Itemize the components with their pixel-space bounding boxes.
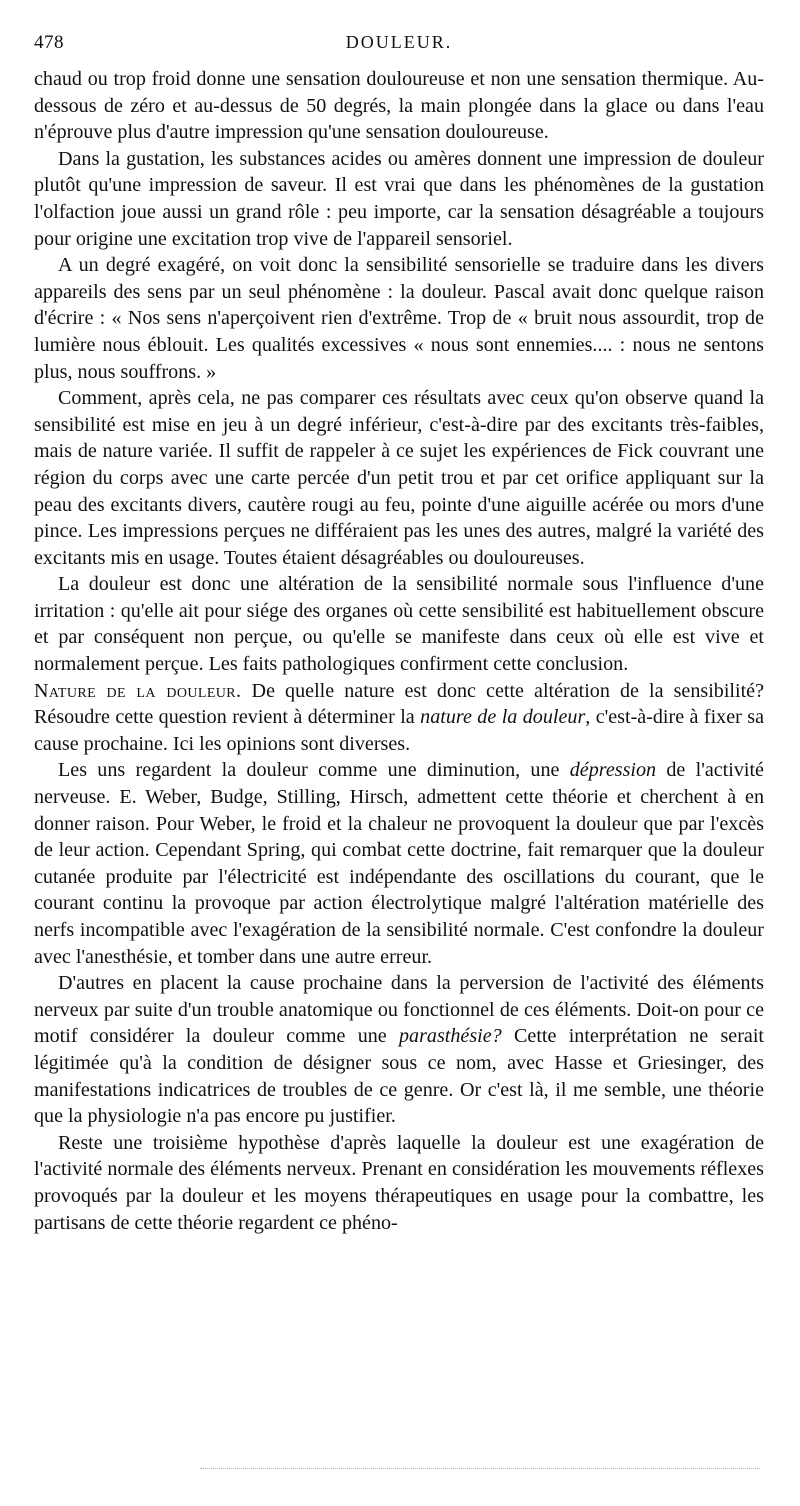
paragraph-exaggeration-theory [34,1130,764,1236]
book-page [34,28,764,1236]
section-heading: Nature de la douleur. [34,679,242,702]
paragraph-text: Comment, après cela, ne pas comparer ces résultats avec ceux qu'on observe quand la sensibilité est mise en jeu à un degré inférieur, c'est-à-dire par des excitants très-faibles, mais de nature variée. Il suffit de rappeler à ce sujet les expériences de Fick couvrant une région du corps avec une carte percée d'un petit trou et par cet orifice appliquant sur la peau des excitants divers, cautère rougi au feu, pointe d'une aiguille acérée ou mors d'une pince. Les impressions perçues ne différaient pas les unes des autres, malgré la variété des excitants mis en usage. Toutes étaient désagréables ou douloureuses. [34,387,764,569]
paragraph-nature-de-la-douleur [34,678,764,758]
emphasis-text: nature de la douleur [420,706,586,729]
body-text [34,66,764,1236]
paragraph-perversion-theory [34,970,764,1130]
page-number: 478 [34,32,64,53]
paragraph-conclusion [34,571,764,677]
paragraph-continuation [34,66,764,146]
paragraph-text: De quelle nature est donc cette altération de la sensibilité? Résoudre cette question revient à déterminer la [34,679,764,729]
paragraph-text: Les uns regardent la douleur comme une diminution, une [58,759,570,782]
paragraph-text: La douleur est donc une altération de la sensibilité normale sous l'influence d'une irritation : qu'elle ait pour siége des organes où cette sensibilité est habituellement obscure et par conséquent non perçue, ou qu'elle se manifeste dans ceux où elle est vive et normalement perçue. Les faits pathologiques confirment cette conclusion. [34,573,764,676]
paragraph-fick-experiments [34,385,764,571]
paragraph-text: Cette interprétation ne serait légitimée qu'à la condition de désigner sous ce nom, avec Hasse et Griesinger, des manifestations indicatrices de troubles de ce genre. Or c'est là, il me semble, une théorie que la physiologie n'a pas encore pu justifier. [34,1025,764,1128]
paragraph-depression-theory [34,757,764,970]
paragraph-text: Reste une troisième hypothèse d'après laquelle la douleur est une exagération de l'activité normale des éléments nerveux. Prenant en considération les mouvements réflexes provoqués par la douleur et les moyens thérapeutiques en usage pour la combattre, les partisans de cette théorie regardent ce phéno- [34,1131,764,1234]
paragraph-text: de l'activité nerveuse. E. Weber, Budge, Stilling, Hirsch, admettent cette théorie et cherchent à en donner raison. Pour Weber, le froid et la chaleur ne provoquent la douleur que par l'excès de leur action. Cependant Spring, qui combat cette doctrine, fait remarquer que la douleur cutanée produite par l'électricité est indépendante des oscillations du courant, que le courant continu la provoque par action électrolytique malgré l'altération matérielle des nerfs incompatible avec l'exagération de la sensibilité normale. C'est confondre la douleur avec l'anesthésie, et tomber dans une autre erreur. [34,759,764,968]
paragraph-pascal-quote [34,252,764,385]
paragraph-text: chaud ou trop froid donne une sensation douloureuse et non une sensation thermique. Au-dessous de zéro et au-dessus de 50 degrés, la main plongée dans la glace ou dans l'eau n'éprouve plus d'autre impression qu'une sensation douloureuse. [34,68,764,144]
emphasis-text: parasthésie? [399,1025,502,1048]
running-head [34,28,764,56]
paragraph-text: , c'est-à-dire à fixer sa cause prochaine. Ici les opinions sont diverses. [34,706,764,755]
paragraph-gustation [34,146,764,252]
running-title: DOULEUR. [345,32,453,52]
emphasis-text: dépression [569,759,657,782]
paragraph-text: D'autres en placent la cause prochaine dans la perversion de l'activité des éléments nerveux par suite d'un trouble anatomique ou fonctionnel de ces éléments. Doit-on pour ce motif considérer la douleur comme une [34,972,764,1048]
paragraph-text: Dans la gustation, les substances acides ou amères donnent une impression de douleur plutôt qu'une impression de saveur. Il est vrai que dans les phénomènes de la gustation l'olfaction joue aussi un grand rôle : peu importe, car la sensation désagréable a toujours pour origine une excitation trop vive de l'appareil sensoriel. [34,147,764,250]
bottom-bleed-through-rule [200,1468,760,1469]
paragraph-text: A un degré exagéré, on voit donc la sensibilité sensorielle se traduire dans les divers appareils des sens par un seul phénomène : la douleur. Pascal avait donc quelque raison d'écrire : « Nos sens n'aperçoivent rien d'extrême. Trop de « bruit nous assourdit, trop de lumière nous éblouit. Les qualités excessives « nous sont ennemies.... : nous ne sentons plus, nous souffrons. » [34,254,764,383]
